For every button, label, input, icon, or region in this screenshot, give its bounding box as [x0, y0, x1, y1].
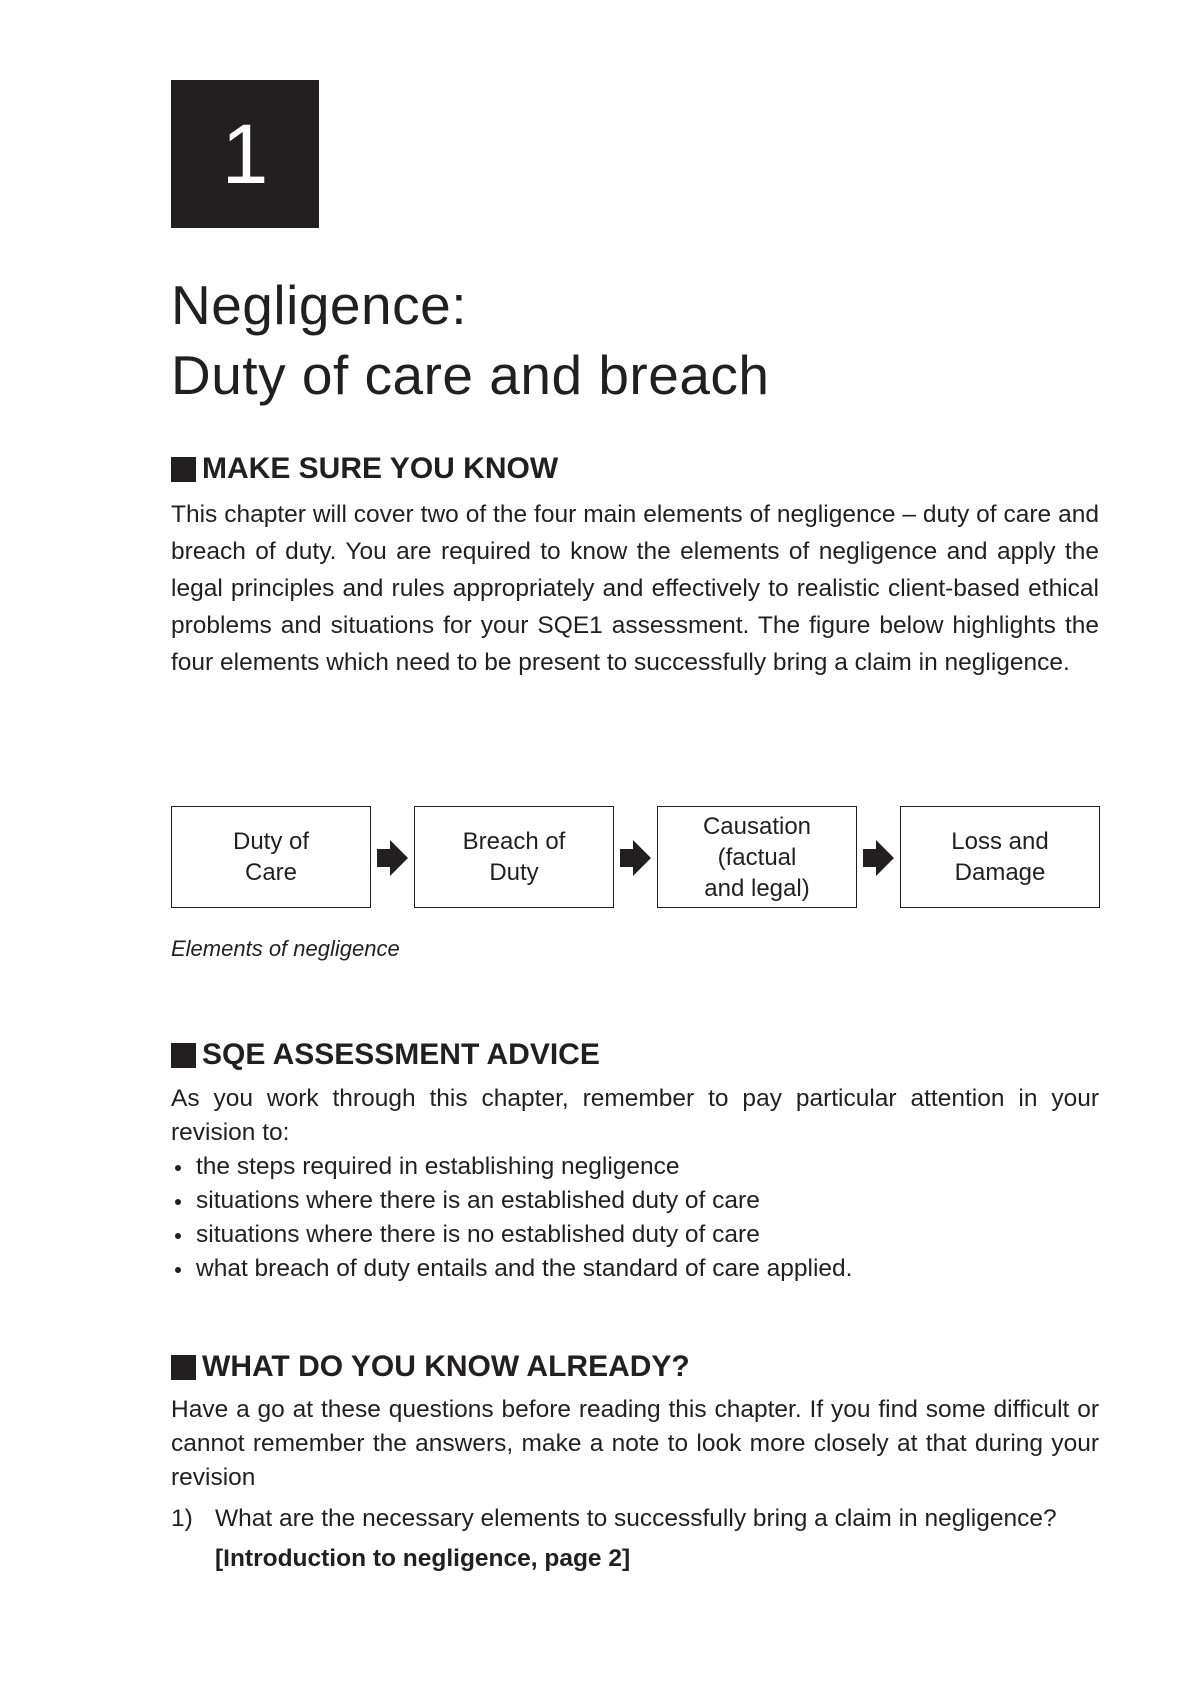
- question-item: [171, 1502, 1101, 1576]
- flow-step-text: Breach of: [462, 828, 566, 855]
- chapter-number-box: [171, 80, 319, 228]
- flow-step-breach-of-duty: [414, 806, 614, 908]
- flow-step-text: (factual: [717, 843, 797, 871]
- question-text: What are the necessary elements to successfully bring a claim in negligence?: [215, 1505, 1057, 1532]
- flow-step-text: Loss and: [951, 828, 1049, 855]
- advice-intro: As you work through this chapter, remember to pay particular attention in your revision to:: [171, 1085, 1099, 1146]
- flow-step-duty-of-care: [171, 806, 371, 908]
- question-reference: [Introduction to negligence, page 2]: [215, 1545, 631, 1572]
- chapter-title: [171, 270, 1071, 410]
- flow-step-text: and legal): [704, 874, 810, 902]
- advice-heading: [171, 1038, 1071, 1072]
- chapter-title-line-1: Negligence:: [171, 274, 467, 336]
- square-bullet-icon: [171, 457, 196, 482]
- advice-bullet-list: [171, 1150, 1111, 1286]
- figure-caption: Elements of negligence: [171, 936, 400, 961]
- know-already-intro: Have a go at these questions before reading this chapter. If you find some difficult or cannot remember the answers, make a note to look more closely at that during your revision: [171, 1396, 1099, 1491]
- flow-step-text: Duty of: [232, 828, 310, 855]
- list-item: the steps required in establishing negligence: [171, 1150, 1111, 1184]
- square-bullet-icon: [171, 1043, 196, 1068]
- question-number: 1): [171, 1505, 193, 1532]
- right-arrow-icon: [860, 839, 896, 877]
- know-already-heading: [171, 1350, 1071, 1384]
- square-bullet-icon: [171, 1355, 196, 1380]
- list-item: situations where there is an established duty of care: [171, 1184, 1111, 1218]
- right-arrow-icon: [617, 839, 653, 877]
- right-arrow-icon: [374, 839, 410, 877]
- flow-step-text: Care: [244, 859, 298, 886]
- make-sure-heading-text: MAKE SURE YOU KNOW: [202, 452, 559, 485]
- flow-step-text: Causation: [702, 812, 812, 840]
- flow-step-causation: [657, 806, 857, 908]
- advice-heading-text: SQE ASSESSMENT ADVICE: [202, 1038, 600, 1071]
- make-sure-paragraph: This chapter will cover two of the four main elements of negligence – duty of care and breach of duty. You are required to know the elements of negligence and apply the legal principles and rules appropriately and effectively to realistic client-based ethical problems and situations for your SQE1 assessment. The figure below highlights the four elements which need to be present to successfully bring a claim in negligence.: [171, 501, 1099, 676]
- chapter-title-line-2: Duty of care and breach: [171, 344, 770, 406]
- flow-step-text: Damage: [954, 859, 1046, 886]
- flow-step-text: Duty: [489, 859, 539, 886]
- list-item: situations where there is no established duty of care: [171, 1218, 1111, 1252]
- elements-flow-diagram: [171, 806, 1101, 910]
- list-item: what breach of duty entails and the standard of care applied.: [171, 1252, 1111, 1286]
- flow-step-loss-and-damage: [900, 806, 1100, 908]
- chapter-number: 1: [221, 106, 269, 201]
- make-sure-heading: [171, 452, 1071, 486]
- know-already-heading-text: WHAT DO YOU KNOW ALREADY?: [202, 1350, 690, 1383]
